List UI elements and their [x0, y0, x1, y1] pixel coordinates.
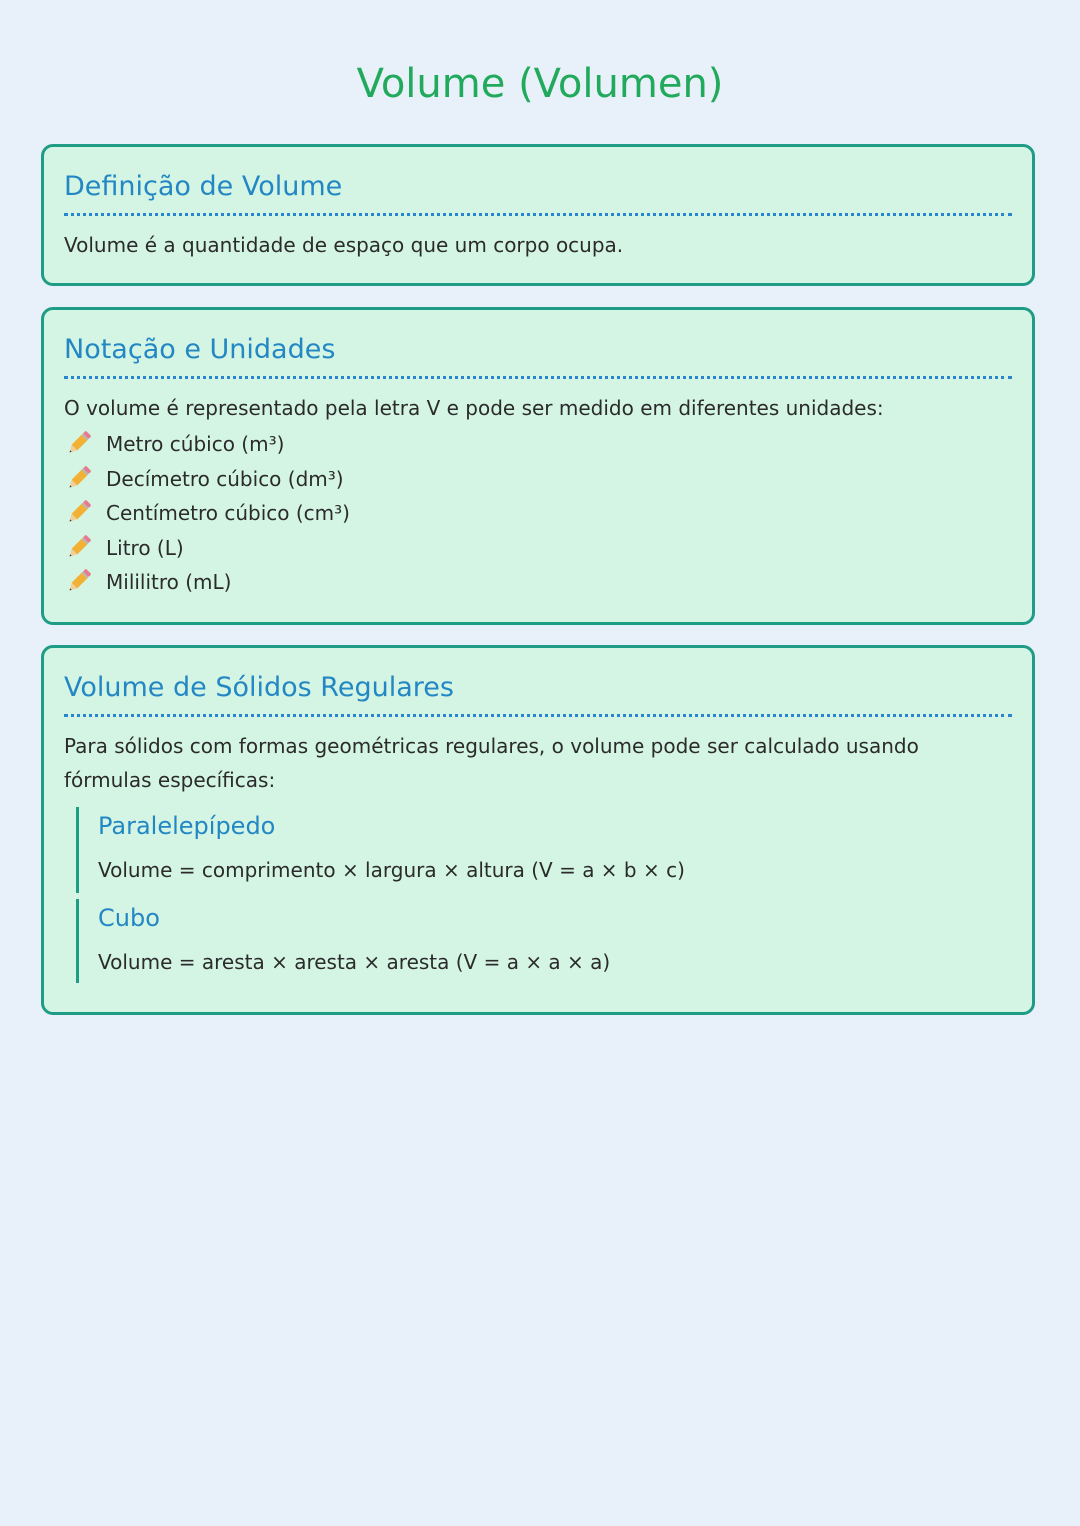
solid-name: Paralelepípedo — [98, 812, 276, 840]
list-item — [64, 531, 1012, 566]
solid-formula: Volume = aresta × aresta × aresta (V = a × a × a) — [98, 950, 611, 974]
definition-card — [41, 144, 1035, 286]
definition-text: Volume é a quantidade de espaço que um corpo ocupa. — [64, 233, 624, 257]
unit-label: Litro (L) — [106, 535, 184, 560]
list-item — [64, 496, 1012, 531]
unit-label: Centímetro cúbico (cm³) — [106, 501, 350, 526]
pencil-icon — [64, 499, 92, 527]
units-list — [64, 427, 1012, 600]
pencil-icon — [64, 465, 92, 493]
list-item — [64, 565, 1012, 600]
unit-label: Mililitro (mL) — [106, 570, 232, 595]
solid-block-paralelepipedo — [76, 807, 1012, 893]
notation-heading: Notação e Unidades — [64, 332, 1012, 379]
list-item — [64, 427, 1012, 462]
solids-heading: Volume de Sólidos Regulares — [64, 670, 1012, 717]
page-title: Volume (Volumen) — [356, 61, 724, 107]
pencil-icon — [64, 568, 92, 596]
solid-block-cubo — [76, 899, 1012, 983]
solids-card — [41, 645, 1035, 1015]
list-item — [64, 462, 1012, 497]
definition-heading: Definição de Volume — [64, 169, 1012, 216]
notation-card — [41, 307, 1035, 625]
solid-name: Cubo — [98, 904, 160, 932]
unit-label: Decímetro cúbico (dm³) — [106, 466, 344, 491]
solids-intro: Para sólidos com formas geométricas regulares, o volume pode ser calculado usando fórmulas específicas: — [64, 734, 919, 792]
unit-label: Metro cúbico (m³) — [106, 432, 285, 457]
pencil-icon — [64, 534, 92, 562]
solid-formula: Volume = comprimento × largura × altura (V = a × b × c) — [98, 858, 685, 882]
pencil-icon — [64, 430, 92, 458]
notation-intro: O volume é representado pela letra V e pode ser medido em diferentes unidades: — [64, 396, 884, 420]
